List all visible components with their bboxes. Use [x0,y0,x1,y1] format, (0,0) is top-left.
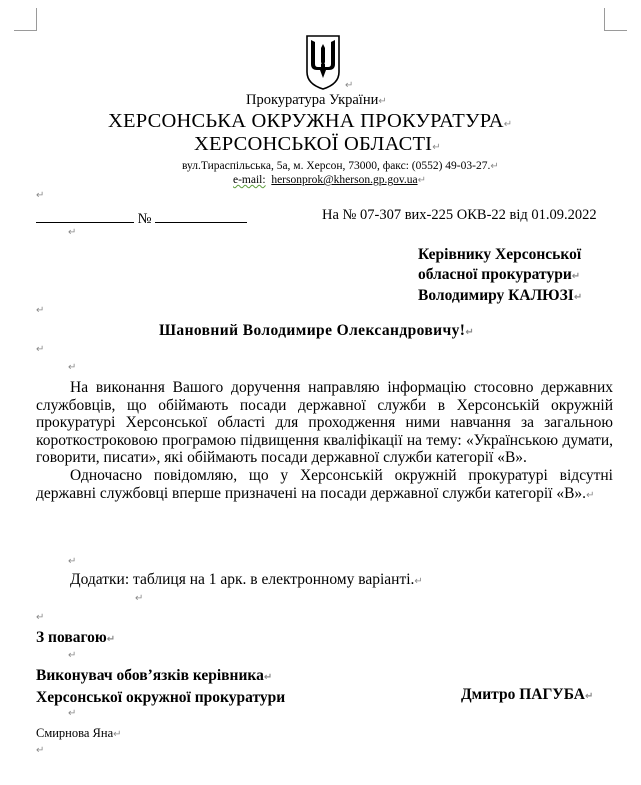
empty-paragraph-mark: ↵ [36,305,45,316]
attachment-line: Додатки: таблиця на 1 арк. в електронному варіанті.↵ [70,571,423,588]
crest-paragraph-mark: ↵ [345,80,354,91]
ref-paragraph-mark: ↵ [68,227,77,238]
outgoing-number-blank [36,208,247,228]
salutation: Шановний Володимире Олександровичу!↵ [159,322,475,339]
office-title-line2: ХЕРСОНСЬКОЇ ОБЛАСТІ↵ [194,133,441,155]
empty-paragraph-mark: ↵ [36,745,45,756]
addressee-line2: обласної прокуратури↵ [418,265,581,283]
closing: З повагою↵ [36,629,116,646]
signature-position-line1: Виконувач обов’язків керівника↵ [36,667,273,684]
org-line: Прокуратура України↵ [246,92,387,108]
executor: Смирнова Яна↵ [36,726,122,740]
empty-paragraph-mark: ↵ [135,593,144,604]
empty-paragraph-mark: ↵ [68,650,77,661]
signature-position-line2: Херсонської окружної прокуратури [36,689,286,706]
addressee-block [418,245,582,308]
empty-paragraph-mark: ↵ [68,708,77,719]
number-sign: № [137,211,152,227]
empty-paragraph-mark: ↵ [68,556,77,567]
paragraph-1: На виконання Вашого доручення направляю інформацію стосовно державних службовців, що обіймають посади державної служби в Херсонській окружній прокуратурі Херсонської області для проходження ними навчання за загальною короткостроковою програмою підвищення кваліфікації на тему: «Українською думати, говорити, писати», які обіймають посади державної служби категорії «В». [36,379,613,467]
addressee-line1: Керівнику Херсонської [418,246,582,263]
office-title-line1: ХЕРСОНСЬКА ОКРУЖНА ПРОКУРАТУРА↵ [108,110,513,132]
empty-paragraph-mark: ↵ [36,344,45,355]
empty-paragraph-mark: ↵ [68,362,77,373]
signature-position [36,666,285,708]
addressee-line3: Володимиру КАЛЮЗІ↵ [418,287,583,304]
paragraph-2: Одночасно повідомляю, що у Херсонській окружній прокуратурі відсутні державні службовці вперше призначені на посади державної служби категорії «В».↵ [36,466,613,502]
signature-name: Дмитро ПАГУБА↵ [461,686,594,703]
incoming-reference: На № 07-307 вих-225 ОКВ-22 від 01.09.2022 [322,207,597,223]
email-label: e-mail: [233,174,266,186]
trident-coat-of-arms-icon [303,34,343,90]
office-address: вул.Тираспільська, 5а, м. Херсон, 73000, факс: (0552) 49-03-27.↵ [182,160,499,172]
crop-mark-top-right [604,8,627,31]
empty-paragraph-mark: ↵ [36,612,45,623]
office-email: e-mail: hersonprok@kherson.gp.gov.ua↵ [233,174,426,186]
crop-mark-top-left [14,8,37,31]
empty-paragraph-mark: ↵ [36,190,45,201]
email-link[interactable]: hersonprok@kherson.gp.gov.ua [271,174,418,186]
body-text [36,379,613,504]
